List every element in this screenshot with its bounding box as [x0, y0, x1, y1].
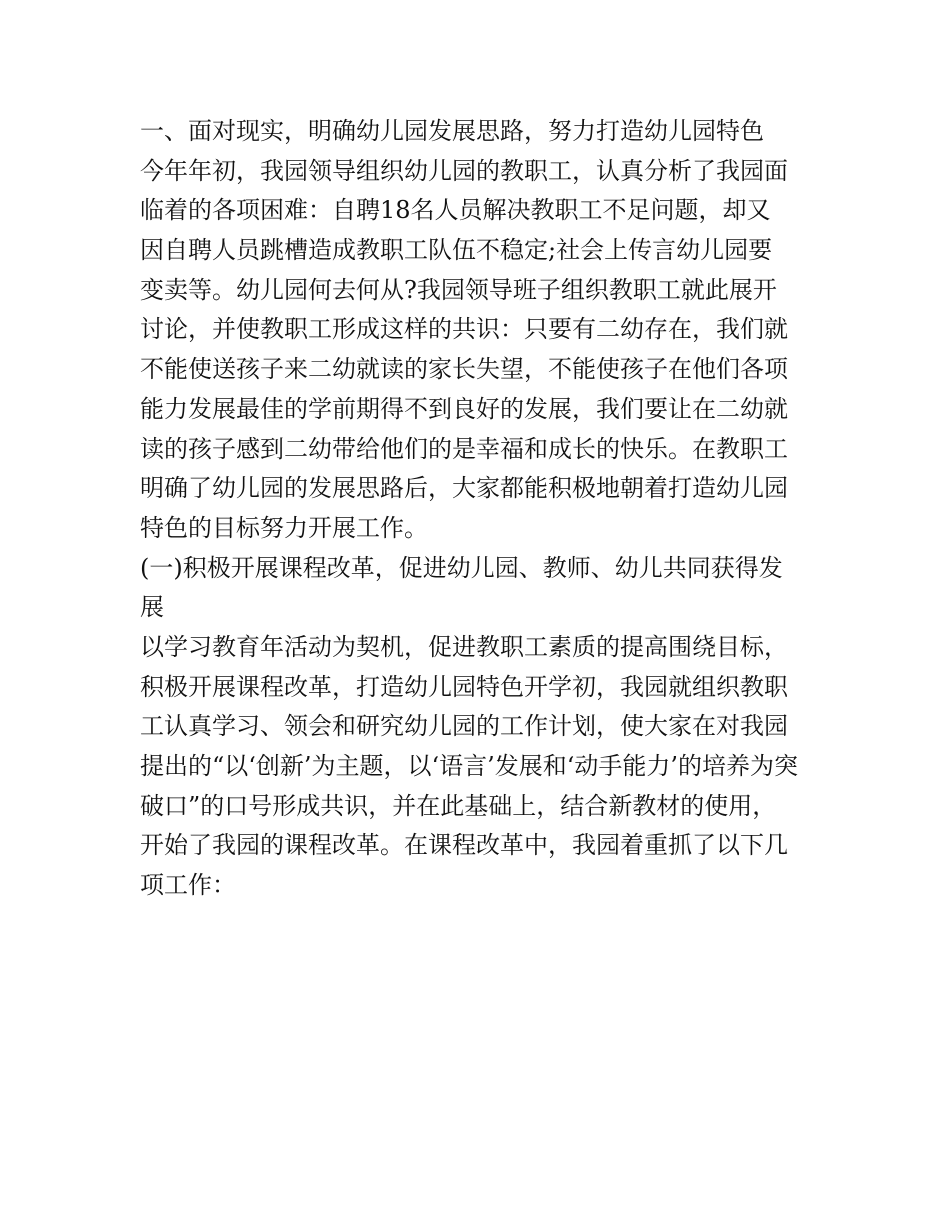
document-body: [140, 112, 820, 906]
body-text-line: 提出的“以‘创新’为主题，以‘语言’发展和‘动手能力’的培养为突: [140, 752, 799, 780]
body-text-line: 开始了我园的课程改革。在课程改革中，我园着重抓了以下几: [140, 831, 788, 860]
body-text-line: 破口”的口号形成共识，并在此基础上，结合新教材的使用，: [140, 791, 777, 820]
body-text-line: 特色的目标努力开展工作。: [140, 513, 428, 542]
body-text-line: 工认真学习、领会和研究幼儿园的工作计划，使大家在对我园: [140, 712, 788, 741]
body-text-line: 今年年初，我园领导组织幼儿园的教职工，认真分析了我园面: [140, 156, 788, 185]
body-text-line: 临着的各项困难：自聘18名人员解决教职工不足问题，却又: [140, 196, 771, 225]
body-text-line: 明确了幼儿园的发展思路后，大家都能积极地朝着打造幼儿园: [140, 474, 788, 503]
body-text-line: 积极开展课程改革，打造幼儿园特色开学初，我园就组织教职: [140, 672, 788, 701]
body-text-line: 能力发展最佳的学前期得不到良好的发展，我们要让在二幼就: [140, 394, 788, 423]
subsection-heading: 展: [140, 593, 164, 622]
body-text-line: 项工作：: [140, 871, 236, 900]
body-text-line: 因自聘人员跳槽造成教职工队伍不稳定;社会上传言幼儿园要: [140, 236, 773, 265]
body-text-line: 讨论，并使教职工形成这样的共识：只要有二幼存在，我们就: [140, 315, 788, 344]
body-text-line: 读的孩子感到二幼带给他们的是幸福和成长的快乐。在教职工: [140, 434, 788, 463]
subsection-heading: (一)积极开展课程改革，促进幼儿园、教师、幼儿共同获得发: [140, 553, 783, 582]
body-text-line: 变卖等。幼儿园何去何从?我园领导班子组织教职工就此展开: [140, 275, 777, 304]
body-text-line: 不能使送孩子来二幼就读的家长失望，不能使孩子在他们各项: [140, 355, 788, 384]
section-heading: 一、面对现实，明确幼儿园发展思路，努力打造幼儿园特色: [140, 117, 764, 145]
body-text-line: 以学习教育年活动为契机，促进教职工素质的提高围绕目标，: [140, 632, 788, 661]
